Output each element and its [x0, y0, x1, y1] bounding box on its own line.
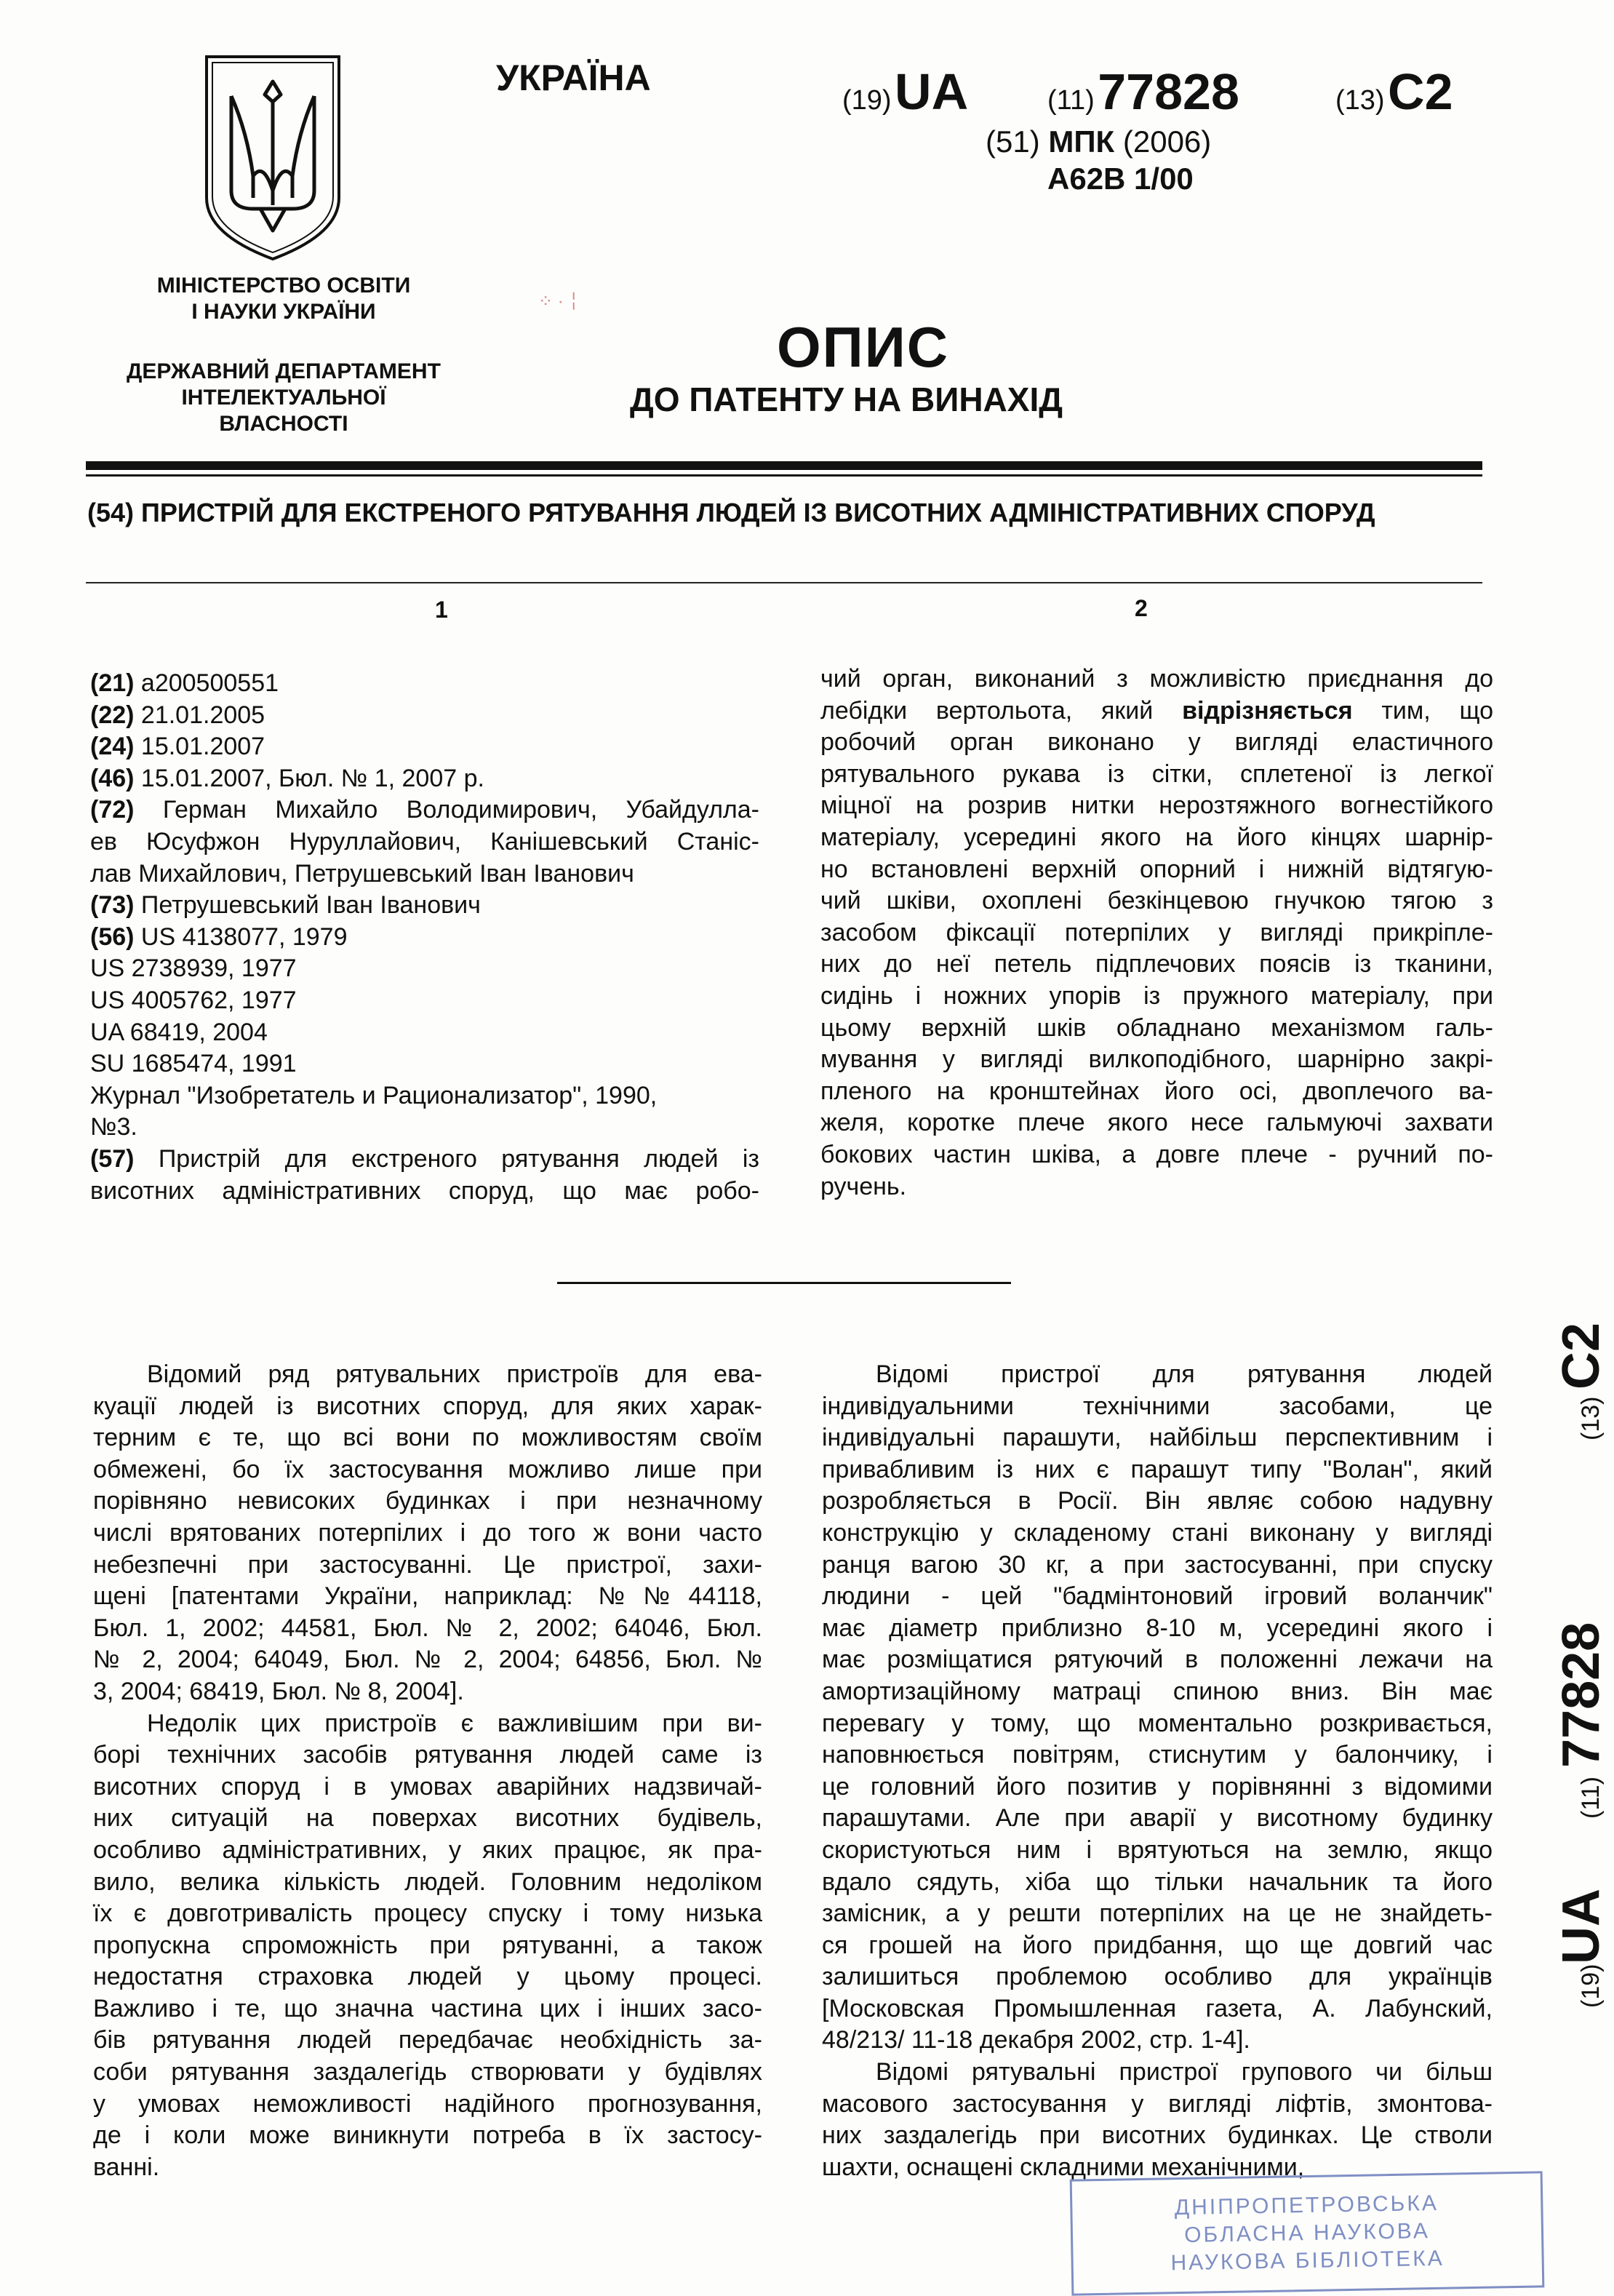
description-line: парашутами. Але при аварії у висотному будинку — [822, 1804, 1493, 1833]
description-line: це головний його позитив у порівнянні з відомими — [822, 1772, 1493, 1801]
description-line: замісник, а у решти потерпілих на це не знайдеть- — [822, 1900, 1493, 1928]
claim-line: засобом фіксації потерпілих у вигляді прикріпле- — [820, 918, 1493, 946]
ipc-class: A62B 1/00 — [1047, 162, 1194, 196]
biblio-line: US 2738939, 1977 — [90, 954, 297, 983]
biblio-text: Герман Михайло Володимирович, Убайдулла- — [162, 796, 759, 824]
description-line: особливо адміністративних, у яких працює, як пра- — [93, 1835, 762, 1864]
biblio-text: a200500551 — [140, 669, 279, 697]
biblio-line — [90, 794, 759, 826]
description-line: Відомі пристрої для рятування людей — [876, 1360, 1493, 1388]
description-line: борі технічних засобів рятування людей саме із — [93, 1741, 762, 1769]
description-line: вило, велика кількість людей. Головним недоліком — [93, 1868, 762, 1896]
description-line: привабливим із них є парашут типу "Волан", який — [822, 1455, 1493, 1483]
patent-number: 77828 — [1098, 63, 1239, 120]
biblio-line: висотних адміністративних споруд, що має робо- — [90, 1176, 759, 1205]
description-line: небезпечні при застосуванні. Це пристрої, захи- — [93, 1550, 762, 1579]
department-line: ВЛАСНОСТІ — [219, 412, 348, 436]
claim-line: бокових частин шківа, а довге плече - ручний по- — [820, 1140, 1493, 1168]
description-line: Відомі рятувальні пристрої групового чи більш — [876, 2058, 1493, 2086]
ipc-label: МПК — [1048, 124, 1115, 159]
side-patent-number: 77828 — [1552, 1622, 1610, 1768]
kind-code: C2 — [1388, 63, 1453, 120]
kind-code-field — [1335, 63, 1453, 121]
side-code-13: (13) — [1577, 1396, 1605, 1440]
description-line: вдало сядуть, хіба що тільки начальник та його — [822, 1868, 1493, 1896]
inid-code-51: (51) — [986, 124, 1040, 159]
description-line: ся грошей на його придбання, що ще довгий час — [822, 1931, 1493, 1959]
ipc-field — [986, 122, 1211, 162]
description-line: має розміщатися рятуючий в положенні лежачи на — [822, 1646, 1493, 1674]
biblio-line: US 4005762, 1977 — [90, 986, 297, 1014]
claim-line: но встановлені верхній опорний і нижній відтягую- — [820, 855, 1493, 883]
biblio-line — [90, 763, 759, 795]
claim-line: матеріалу, усередині якого на його кінцях шарнір- — [820, 823, 1493, 851]
description-line: конструкцію у складеному стані виконану у вигляді — [822, 1518, 1493, 1547]
ministry-line: І НАУКИ УКРАЇНИ — [191, 300, 376, 324]
biblio-line — [90, 731, 759, 763]
header-rule-thin — [86, 474, 1482, 477]
description-line: перевагу у тому, що моментально розкривається, — [822, 1709, 1493, 1737]
biblio-line — [90, 668, 759, 700]
side-country-code: UA — [1552, 1889, 1610, 1964]
claim-line: пленого на кронштейнах його осі, двоплечого ва- — [820, 1077, 1493, 1105]
inid-code-19: (19) — [842, 85, 892, 116]
inid-code: (21) — [90, 669, 135, 697]
header-rule-thick — [86, 461, 1482, 470]
biblio-line: ев Юсуфжон Нуруллайович, Канішевський Станіс- — [90, 827, 759, 856]
side-kind-code: C2 — [1552, 1322, 1610, 1390]
column-number-2: 2 — [1135, 595, 1148, 621]
bibliographic-data — [90, 668, 759, 1207]
biblio-line: №3. — [90, 1113, 137, 1141]
side-code-19: (19) — [1577, 1964, 1605, 2008]
biblio-text: 15.01.2007, Бюл. № 1, 2007 р. — [140, 764, 484, 792]
inid-code: (24) — [90, 733, 135, 761]
description-line: бів рятування людей передбачає необхідність за- — [93, 2026, 762, 2054]
invention-title: (54) ПРИСТРІЙ ДЛЯ ЕКСТРЕНОГО РЯТУВАННЯ ЛЮДЕЙ ІЗ ВИСОТНИХ АДМІНІСТРАТИВНИХ СПОРУД — [87, 498, 1375, 527]
claim-line: сидінь і ножних упорів із пружного матеріалу, при — [820, 981, 1493, 1010]
biblio-line: UA 68419, 2004 — [90, 1018, 268, 1046]
biblio-line: Журнал "Изобретатель и Рационализатор", 1990, — [90, 1081, 658, 1109]
biblio-text: US 4138077, 1979 — [140, 922, 348, 951]
description-line: висотних споруд і в умовах аварійних надзвичай- — [93, 1772, 762, 1801]
description-line: розробляється в Росії. Він являє собою надувну — [822, 1487, 1493, 1515]
biblio-line — [90, 922, 759, 954]
country-code: UA — [895, 63, 969, 120]
claim-line: них до неї петель підплечових поясів із тканини, — [820, 950, 1493, 978]
biblio-line — [90, 700, 759, 732]
inid-code: (57) — [90, 1144, 135, 1173]
description-line: індивідуальні парашути, найбільш перспективним і — [822, 1424, 1493, 1452]
description-line: пропускна спроможність при рятуванні, а також — [93, 1931, 762, 1959]
description-line: Важливо і те, що значна частина цих і інших засо- — [93, 1994, 762, 2022]
biblio-line — [90, 1144, 759, 1176]
side-code-11: (11) — [1577, 1777, 1605, 1819]
department-name — [102, 359, 466, 437]
section-rule — [86, 582, 1482, 583]
inid-code: (73) — [90, 891, 135, 920]
description-line: ранця вагою 30 кг, а при застосуванні, при спуску — [822, 1550, 1493, 1579]
biblio-text: 21.01.2005 — [140, 701, 265, 729]
claim-text — [820, 663, 1493, 1203]
description-line: людини - цей "бадмінтоновий ігровий воланчик" — [822, 1582, 1493, 1611]
claim-line: желя, коротке плече якого несе гальмуючі захвати — [820, 1109, 1493, 1137]
description-line: порівняно невисоких будинках і при незначному — [93, 1487, 762, 1515]
inid-code: (56) — [90, 922, 135, 951]
description-line: них ситуацій на поверхах висотних будівель, — [93, 1804, 762, 1833]
inid-code: (46) — [90, 764, 135, 792]
description-line: недостатня страховка людей у цьому процесі. — [93, 1963, 762, 1991]
description-line: Відомий ряд рятувальних пристроїв для ева- — [147, 1360, 762, 1388]
description-line: їх є довготривалість процесу спуску і тому низька — [93, 1900, 762, 1928]
description-line: Бюл. 1, 2002; 44581, Бюл. № 2, 2002; 64046, Бюл. — [93, 1614, 762, 1642]
biblio-text: Пристрій для екстреного рятування людей із — [158, 1144, 759, 1173]
claim-line: міцної на розрив нитки нерозтяжного вогнестійкого — [820, 792, 1493, 820]
description-line: амортизаційному матраці спиною вниз. Він має — [822, 1677, 1493, 1705]
description-line: обмежені, бо їх застосування можливо лише при — [93, 1455, 762, 1483]
coat-of-arms-icon — [202, 52, 343, 263]
claim-line: рятувального рукава із сітки, сплетеної із легкої — [820, 760, 1493, 788]
claims-separator — [557, 1282, 1011, 1284]
description-column-right — [822, 1359, 1493, 2183]
stamp-line: НАУКОВА БІБЛІОТЕКА — [1170, 2246, 1445, 2276]
description-line: у умовах неможливості надійного прогнозування, — [93, 2089, 762, 2118]
inid-code-13: (13) — [1335, 85, 1385, 116]
claim-line: лебідки вертольота, який відрізняється тим, що — [820, 696, 1493, 725]
country-code-field — [842, 63, 968, 121]
column-number-1: 1 — [435, 597, 448, 623]
ministry-line: МІНІСТЕРСТВО ОСВІТИ — [156, 274, 411, 298]
biblio-text: Петрушевський Іван Іванович — [140, 891, 481, 920]
description-line: індивідуальними технічними засобами, це — [822, 1392, 1493, 1420]
document-subtitle: ДО ПАТЕНТУ НА ВИНАХІД — [630, 380, 1063, 418]
stamp-line: ДНІПРОПЕТРОВСЬКА — [1174, 2191, 1439, 2220]
description-line: числі врятованих потерпілих і до того ж вони часто — [93, 1518, 762, 1547]
description-line: них заздалегідь при висотних будинках. Це стволи — [822, 2121, 1493, 2150]
biblio-line: лав Михайлович, Петрушевський Іван Іванович — [90, 859, 634, 888]
department-line: ІНТЕЛЕКТУАЛЬНОЇ — [181, 386, 386, 410]
claim-keyword: відрізняється — [1182, 696, 1353, 725]
biblio-line: SU 1685474, 1991 — [90, 1050, 297, 1078]
ipc-year: (2006) — [1122, 124, 1212, 159]
description-column-left — [93, 1359, 762, 2183]
ministry-name — [109, 273, 458, 325]
inid-code: (22) — [90, 701, 135, 729]
description-line: залишиться проблемою особливо для українців — [822, 1963, 1493, 1991]
description-line: Недолік цих пристроїв є важливішим при ви- — [147, 1709, 762, 1737]
claim-line: цьому верхній шків обладнано механізмом галь- — [820, 1013, 1493, 1042]
side-patent-code — [1541, 1273, 1614, 2015]
department-line: ДЕРЖАВНИЙ ДЕПАРТАМЕНТ — [127, 359, 441, 383]
red-ink-marks: ⁘ · ╎ — [538, 292, 579, 311]
description-line: № 2, 2004; 64049, Бюл. № 2, 2004; 64856, Бюл. № — [93, 1646, 762, 1674]
description-line: де і коли може виникнути потреба в їх застосу- — [93, 2121, 762, 2150]
patent-number-field — [1047, 63, 1239, 121]
claim-line: робочий орган виконано у вигляді еластичного — [820, 728, 1493, 757]
description-line: ванні. — [93, 2153, 160, 2181]
description-line: має діаметр приблизно 8-10 м, усередині якого і — [822, 1614, 1493, 1642]
inid-code: (72) — [90, 796, 135, 824]
description-line: 3, 2004; 68419, Бюл. № 8, 2004]. — [93, 1677, 464, 1705]
inid-code-11: (11) — [1047, 85, 1095, 116]
claim-line: мування у вигляді вилкоподібного, шарнірно закрі- — [820, 1045, 1493, 1074]
document-title: ОПИС — [777, 315, 950, 379]
description-line: шахти, оснащені складними механічними, — [822, 2153, 1305, 2181]
biblio-line — [90, 890, 759, 922]
description-line: наповнюється повітрям, стиснутим у балончику, і — [822, 1741, 1493, 1769]
library-stamp — [1070, 2171, 1545, 2295]
description-line: [Московская Промышленная газета, А. Лабунский, — [822, 1994, 1493, 2022]
claim-line: чий шківи, охоплені безкінцевою гнучкою тягою з — [820, 887, 1493, 915]
description-line: 48/213/ 11-18 декабря 2002, стр. 1-4]. — [822, 2026, 1250, 2054]
stamp-line: ОБЛАСНА НАУКОВА — [1183, 2219, 1431, 2247]
description-line: масового застосування у вигляді ліфтів, змонтова- — [822, 2089, 1493, 2118]
description-line: соби рятування заздалегідь створювати у будівлях — [93, 2058, 762, 2086]
biblio-text: 15.01.2007 — [140, 733, 265, 761]
description-line: куації людей із висотних споруд, для яких харак- — [93, 1392, 762, 1420]
description-line: терним є те, що всі вони по можливостям своїм — [93, 1424, 762, 1452]
claim-line: чий орган, виконаний з можливістю приєднання до — [820, 665, 1493, 693]
description-line: щені [патентами України, наприклад: №№44118, — [93, 1582, 762, 1611]
claim-line: ручень. — [820, 1172, 907, 1200]
description-line: скористуються ним і врятуються на землю, якщо — [822, 1835, 1493, 1864]
country-name: УКРАЇНА — [496, 57, 651, 98]
